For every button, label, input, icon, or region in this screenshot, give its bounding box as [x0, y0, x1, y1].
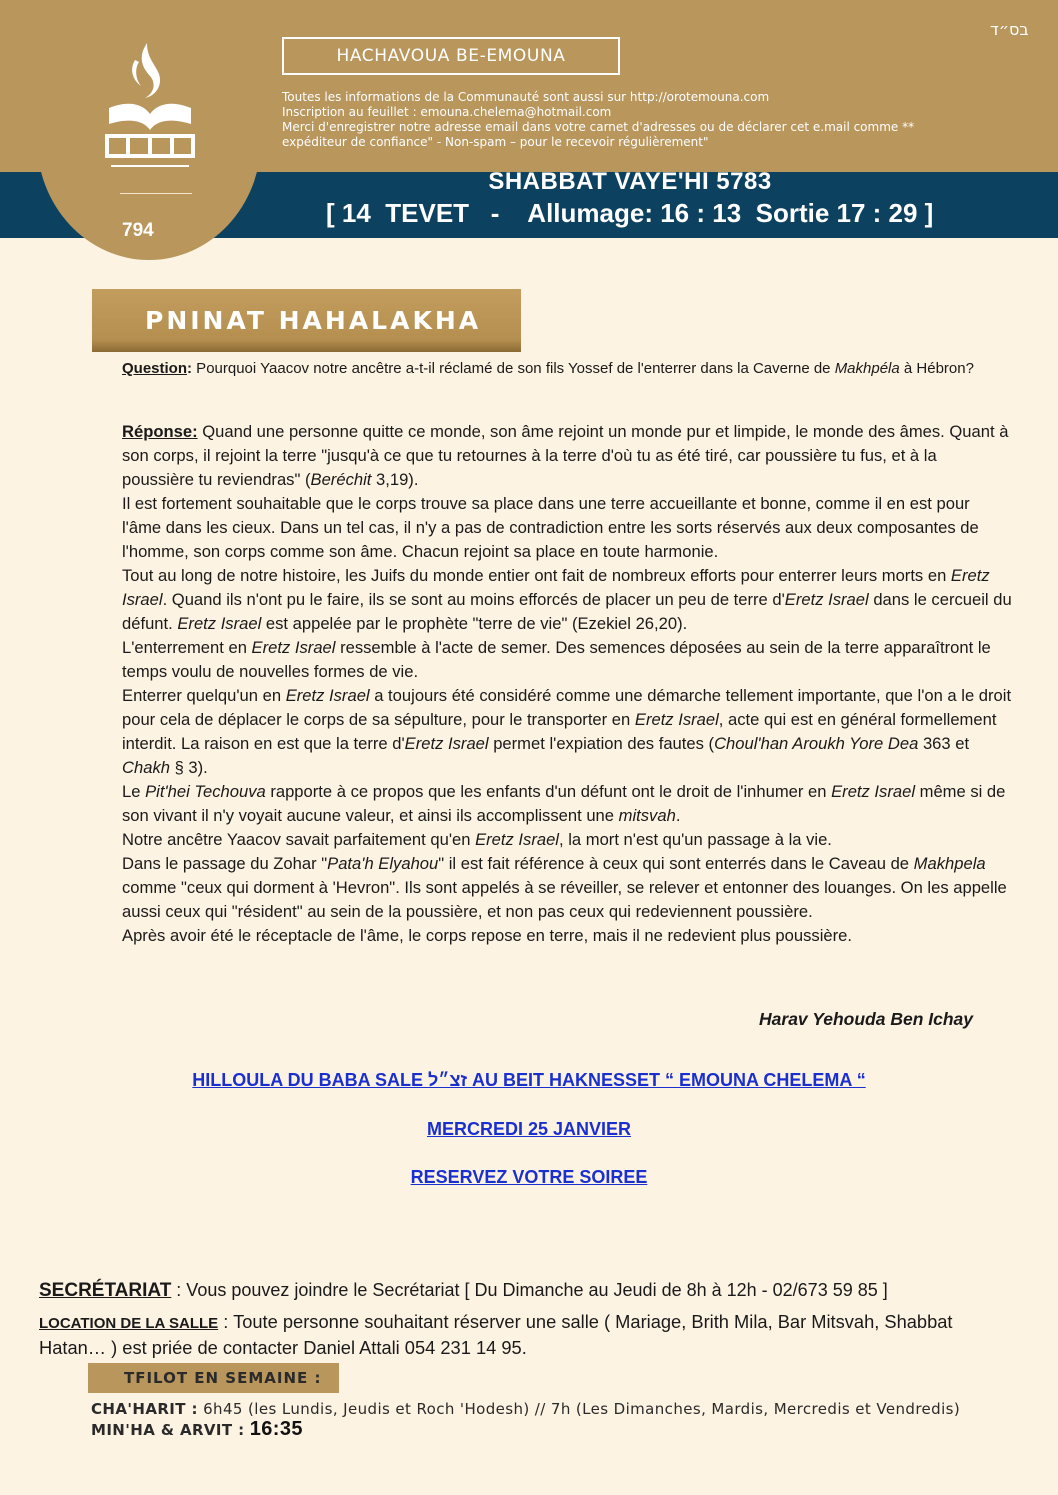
answer-label: Réponse: — [122, 422, 198, 441]
info-line: expéditeur de confiance" - Non-spam – pour le recevoir régulièrement" — [282, 135, 709, 149]
info-line: Inscription au feuillet : emouna.chelema@hotmail.com — [282, 105, 612, 119]
question-paragraph: Question: Pourquoi Yaacov notre ancêtre a-t-il réclamé de son fils Yossef de l'enterrer dans la Caverne de Makhpéla à Hébron? — [122, 360, 974, 377]
question-label: Question — [122, 360, 188, 377]
tfilot-title: TFILOT EN SEMAINE : — [88, 1363, 339, 1393]
hilloula-link[interactable]: HILLOULA DU BABA SALE זצ״ל AU BEIT HAKNESSET “ EMOUNA CHELEMA “ — [192, 1070, 866, 1090]
shacharit-row: CHA'HARIT : 6h45 (les Lundis, Jeudis et Roch 'Hodesh) // 7h (Les Dimanches, Mardis, Mercredis et Vendredis) — [91, 1400, 961, 1418]
hall-rental-info: LOCATION DE LA SALLE : Toute personne souhaitant réserver une salle ( Mariage, Brith Mila, Bar Mitsvah, Shabbat Hatan… ) est priée de contacter Daniel Attali 054 231 14 95. — [39, 1311, 953, 1358]
answer-paragraph: Tout au long de notre histoire, les Juifs du monde entier ont fait de nombreux efforts pour enterrer leurs morts en Eretz Israel. Quand ils n'ont pu le faire, ils se sont au moins efforcés de placer un peu de terre d'Eretz Israel dans le cercueil du défunt. Eretz Israel est appelée par le prophète "terre de vie" (Ezekiel 26,20). — [122, 566, 1012, 633]
section-title: PNINAT HAHALAKHA — [92, 289, 521, 352]
emouna-logo-icon — [95, 38, 205, 178]
secretariat-info: SECRÉTARIAT : Vous pouvez joindre le Secrétariat [ Du Dimanche au Jeudi de 8h à 12h - 02/673 59 85 ] — [39, 1280, 888, 1301]
newsletter-title: HACHAVOUA BE-EMOUNA — [282, 37, 620, 75]
location-label: LOCATION DE LA SALLE — [39, 1315, 219, 1332]
answer-paragraph: Enterrer quelqu'un en Eretz Israel a toujours été considéré comme une démarche tellement importante, que l'on a le droit pour cela de déplacer le corps de sa sépulture, pour le transporter en Eretz Israel, acte qui est en général formellement interdit. La raison en est que la terre d'Eretz Israel permet l'expiation des fautes (Choul'han Aroukh Yore Dea 363 et Chakh § 3). — [122, 686, 1012, 777]
author-signature: Harav Yehouda Ben Ichay — [759, 1009, 973, 1029]
event-date-link[interactable]: MERCREDI 25 JANVIER — [426, 1119, 632, 1139]
answer-paragraph: Dans le passage du Zohar "Pata'h Elyahou" il est fait référence à ceux qui sont enterrés dans le Caveau de Makhpela comme "ceux qui dorment à 'Hevron". Ils sont appelés à se réveiller, se relever et entonner des louanges. On les appelle aussi ceux qui "résident" au sein de la poussière, et non pas ceux qui redeviennent poussière. — [122, 854, 1007, 921]
secretariat-label: SECRÉTARIAT — [39, 1280, 172, 1301]
answer-paragraph: Réponse: Quand une personne quitte ce monde, son âme rejoint un monde pur et limpide, le monde des âmes. Quant à son corps, il rejoint la terre "jusqu'à ce que tu retournes à la terre d'où tu as été tiré, car poussière tu fus, et à la poussière tu reviendras" (Beréchit 3,19). — [122, 422, 1009, 489]
issue-number: 794 — [122, 220, 154, 241]
mincha-time: 16:35 — [249, 1418, 303, 1440]
info-line: Toutes les informations de la Communauté sont aussi sur http://orotemouna.com — [282, 90, 770, 104]
bsd-mark: בס״ד — [990, 20, 1029, 39]
shabbat-times: [ 14 TEVET - Allumage: 16 : 13 Sortie 17 : 29 ] — [326, 198, 934, 228]
answer-body — [122, 420, 1012, 948]
answer-paragraph: Notre ancêtre Yaacov savait parfaitement qu'en Eretz Israel, la mort n'est qu'un passage à la vie. — [122, 830, 832, 849]
mincha-row: MIN'HA & ARVIT : 16:35 — [91, 1418, 303, 1440]
answer-paragraph: Le Pit'hei Techouva rapporte à ce propos que les enfants d'un défunt ont le droit de l'inhumer en Eretz Israel même si de son vivant il n'y voyait aucune valeur, et ainsi ils accomplissent une mitsvah. — [122, 782, 1006, 825]
shabbat-name: SHABBAT VAYE'HI 5783 — [488, 168, 772, 195]
answer-paragraph: Après avoir été le réceptacle de l'âme, le corps repose en terre, mais il ne redevient plus poussière. — [122, 926, 852, 945]
info-line: Merci d'enregistrer notre adresse email dans votre carnet d'adresses ou de déclarer cet e.mail comme ** — [282, 120, 915, 134]
answer-paragraph: L'enterrement en Eretz Israel ressemble à l'acte de semer. Des semences déposées au sein de la terre apparaîtront le temps voulu de nouvelles formes de vie. — [122, 638, 991, 681]
reserve-link[interactable]: RESERVEZ VOTRE SOIREE — [410, 1167, 648, 1187]
info-lines — [282, 90, 962, 150]
logo-divider — [120, 193, 192, 194]
answer-paragraph: Il est fortement souhaitable que le corps trouve sa place dans une terre accueillante et bonne, comme il en est pour l'âme dans les cieux. Dans un tel cas, il n'y a pas de contradiction entre les sorts réservés aux deux composantes de l'homme, son corps comme son âme. Chacun rejoint sa place en toute harmonie. — [122, 494, 979, 561]
